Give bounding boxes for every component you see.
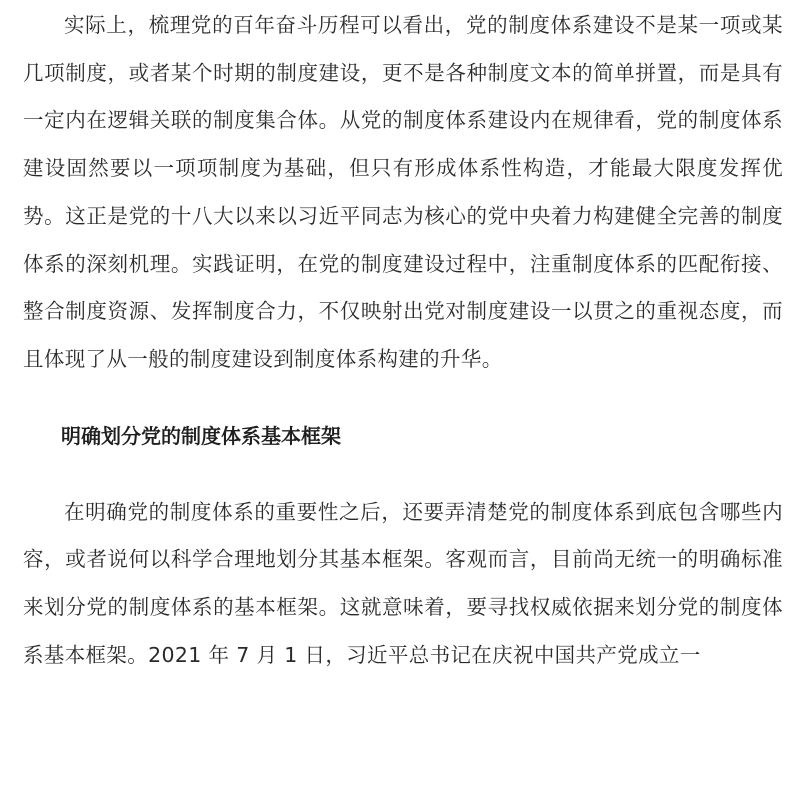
section-heading: 明确划分党的制度体系基本框架 bbox=[61, 423, 341, 448]
article-paragraph-2: 在明确党的制度体系的重要性之后，还要弄清楚党的制度体系到底包含哪些内容，或者说何以科学合理地划分其基本框架。客观而言，目前尚无统一的明确标准来划分党的制度体系的基本框架。这就意味着，要寻找权威依据来划分党的制度体系基本框架。2021 年 7 月 1 日，习近平总书记在庆祝中国共产党成立一 bbox=[23, 499, 783, 667]
article-paragraph-1: 实际上，梳理党的百年奋斗历程可以看出，党的制度体系建设不是某一项或某几项制度，或者某个时期的制度建设，更不是各种制度文本的简单拼置，而是具有一定内在逻辑关联的制度集合体。从党的制度体系建设内在规律看，党的制度体系建设固然要以一项项制度为基础，但只有形成体系性构造，才能最大限度发挥优势。这正是党的十八大以来以习近平同志为核心的党中央着力构建健全完善的制度体系的深刻机理。实践证明，在党的制度建设过程中，注重制度体系的匹配衔接、整合制度资源、发挥制度合力，不仅映射出党对制度建设一以贯之的重视态度，而且体现了从一般的制度建设到制度体系构建的升华。 bbox=[23, 13, 783, 371]
article-body bbox=[23, 0, 783, 679]
